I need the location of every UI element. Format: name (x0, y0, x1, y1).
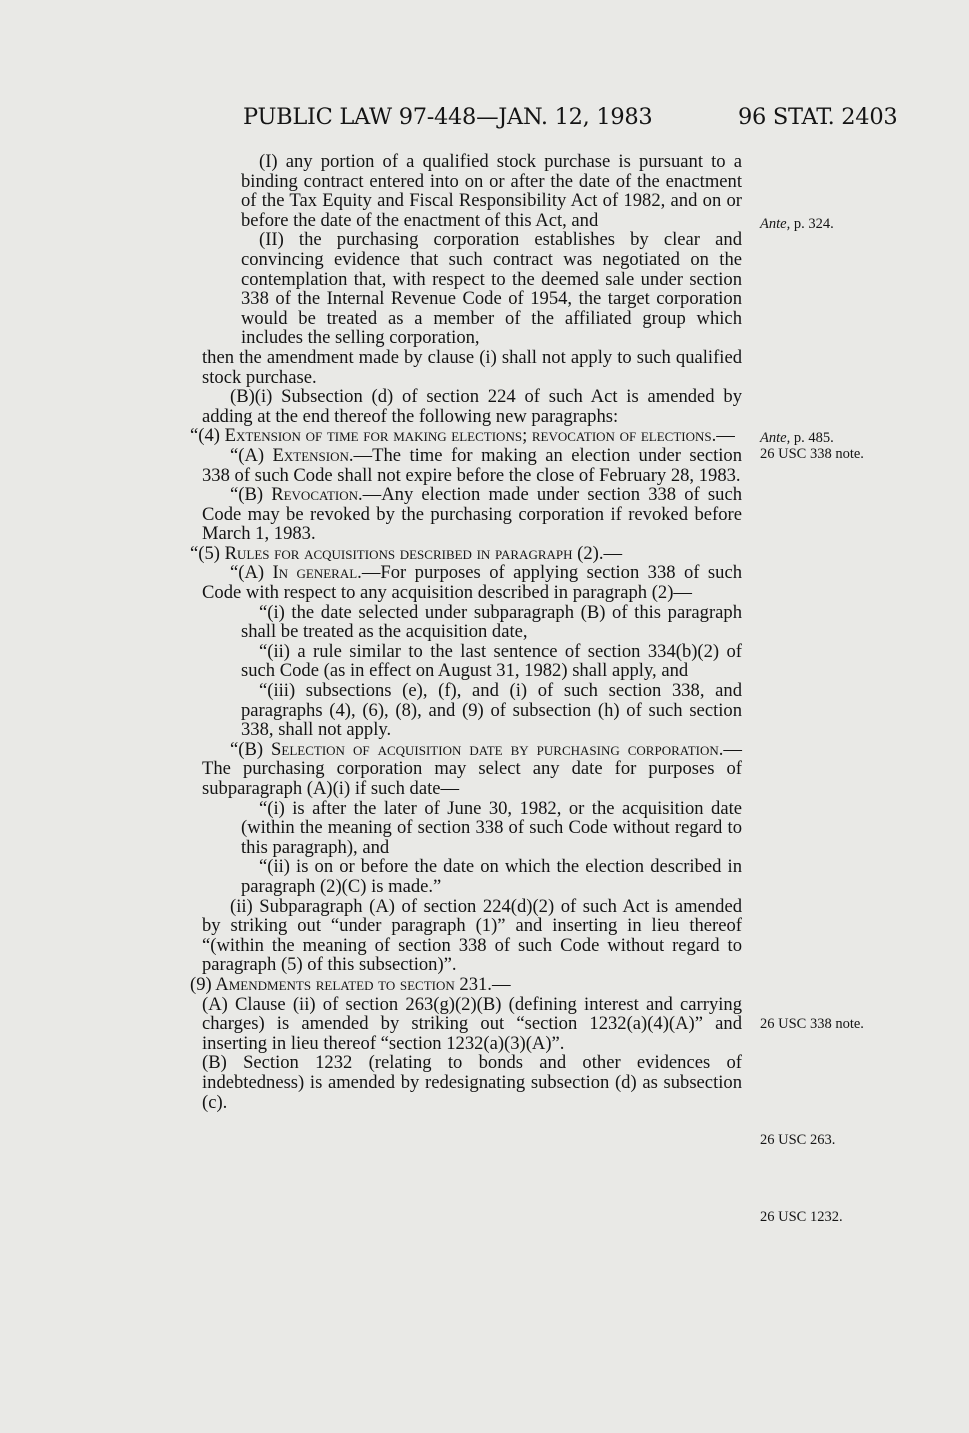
subparagraph-4B: “(B) Revocation.—Any election made under section 338 of such Code may be revoked by the purchasing corporation if revoked before March 1, 1983. (202, 484, 742, 545)
statute-body (190, 152, 742, 1112)
paragraph-9-heading: (9) Amendments related to section 231.— (190, 973, 511, 995)
margin-note-26usc338: 26 USC 338 note. (760, 1016, 864, 1032)
stat-page-number: 96 STAT. 2403 (738, 104, 898, 130)
subparagraph-9A: (A) Clause (ii) of section 263(g)(2)(B) (defining interest and carrying charges) is amended by striking out “section 1232(a)(4)(A)” and inserting in lieu thereof “section 1232(a)(3)(A)”. (202, 993, 742, 1054)
clause-5A-ii: “(ii) a rule similar to the last sentence of section 334(b)(2) of such Code (as in effect on August 31, 1982) shall apply, and (241, 640, 742, 682)
margin-note-26usc1232: 26 USC 1232. (760, 1209, 843, 1225)
clause-5A-iii: “(iii) subsections (e), (f), and (i) of such section 338, and paragraphs (4), (6), (8), and (9) of subsection (h) of such section 338, shall not apply. (241, 680, 742, 741)
paragraph-5-heading: “(5) Rules for acquisitions described in paragraph (2).— (190, 542, 623, 564)
subparagraph-5A: “(A) In general.—For purposes of applying section 338 of such Code with respect to any acquisition described in paragraph (2)— (202, 562, 742, 604)
paragraph-4-heading: “(4) Extension of time for making elections; revocation of elections.— (190, 425, 735, 447)
margin-note-ante-324: Ante, p. 324. (760, 216, 834, 232)
subparagraph-4A: “(A) Extension.—The time for making an election under section 338 of such Code shall not expire before the close of February 28, 1983. (202, 444, 742, 486)
clause-I: (I) any portion of a qualified stock purchase is pursuant to a binding contract entered into on or after the date of the enactment of the Tax Equity and Fiscal Responsibility Act of 1982, and on or before the date of the enactment of this Act, and (241, 151, 742, 231)
margin-note-ante-485: Ante, p. 485. 26 USC 338 note. (760, 430, 864, 462)
running-header-title: PUBLIC LAW 97-448—JAN. 12, 1983 (243, 104, 653, 130)
subparagraph-5B: “(B) Selection of acquisition date by purchasing corporation.—The purchasing corporation may select any date for purposes of subparagraph (A)(i) if such date— (202, 738, 742, 799)
subparagraph-B-ii: (ii) Subparagraph (A) of section 224(d)(2) of such Act is amended by striking out “under paragraph (1)” and inserting in lieu thereof “(within the meaning of section 338 of such Code without regard to paragraph (5) of this subsection)”. (202, 895, 742, 976)
margin-note-26usc263: 26 USC 263. (760, 1132, 836, 1148)
clause-II: (II) the purchasing corporation establishes by clear and convincing evidence that such contract was negotiated on the contemplation that, with respect to the deemed sale under section 338 of the Internal Revenue Code of 1954, the target corporation would be treated as a member of the affiliated group which includes the selling corporation, (241, 229, 742, 349)
flush-sentence: then the amendment made by clause (i) shall not apply to such qualified stock purchase. (202, 346, 742, 388)
clause-5B-ii: “(ii) is on or before the date on which the election described in paragraph (2)(C) is made.” (241, 856, 742, 897)
clause-5B-i: “(i) is after the later of June 30, 1982, or the acquisition date (within the meaning of section 338 of such Code without regard to this paragraph), and (241, 797, 742, 858)
clause-5A-i: “(i) the date selected under subparagraph (B) of this paragraph shall be treated as the acquisition date, (241, 601, 742, 643)
subparagraph-9B: (B) Section 1232 (relating to bonds and other evidences of indebtedness) is amended by redesignating subsection (d) as subsection (c). (202, 1052, 742, 1113)
subparagraph-B-i: (B)(i) Subsection (d) of section 224 of such Act is amended by adding at the end thereof the following new paragraphs: (202, 386, 742, 427)
